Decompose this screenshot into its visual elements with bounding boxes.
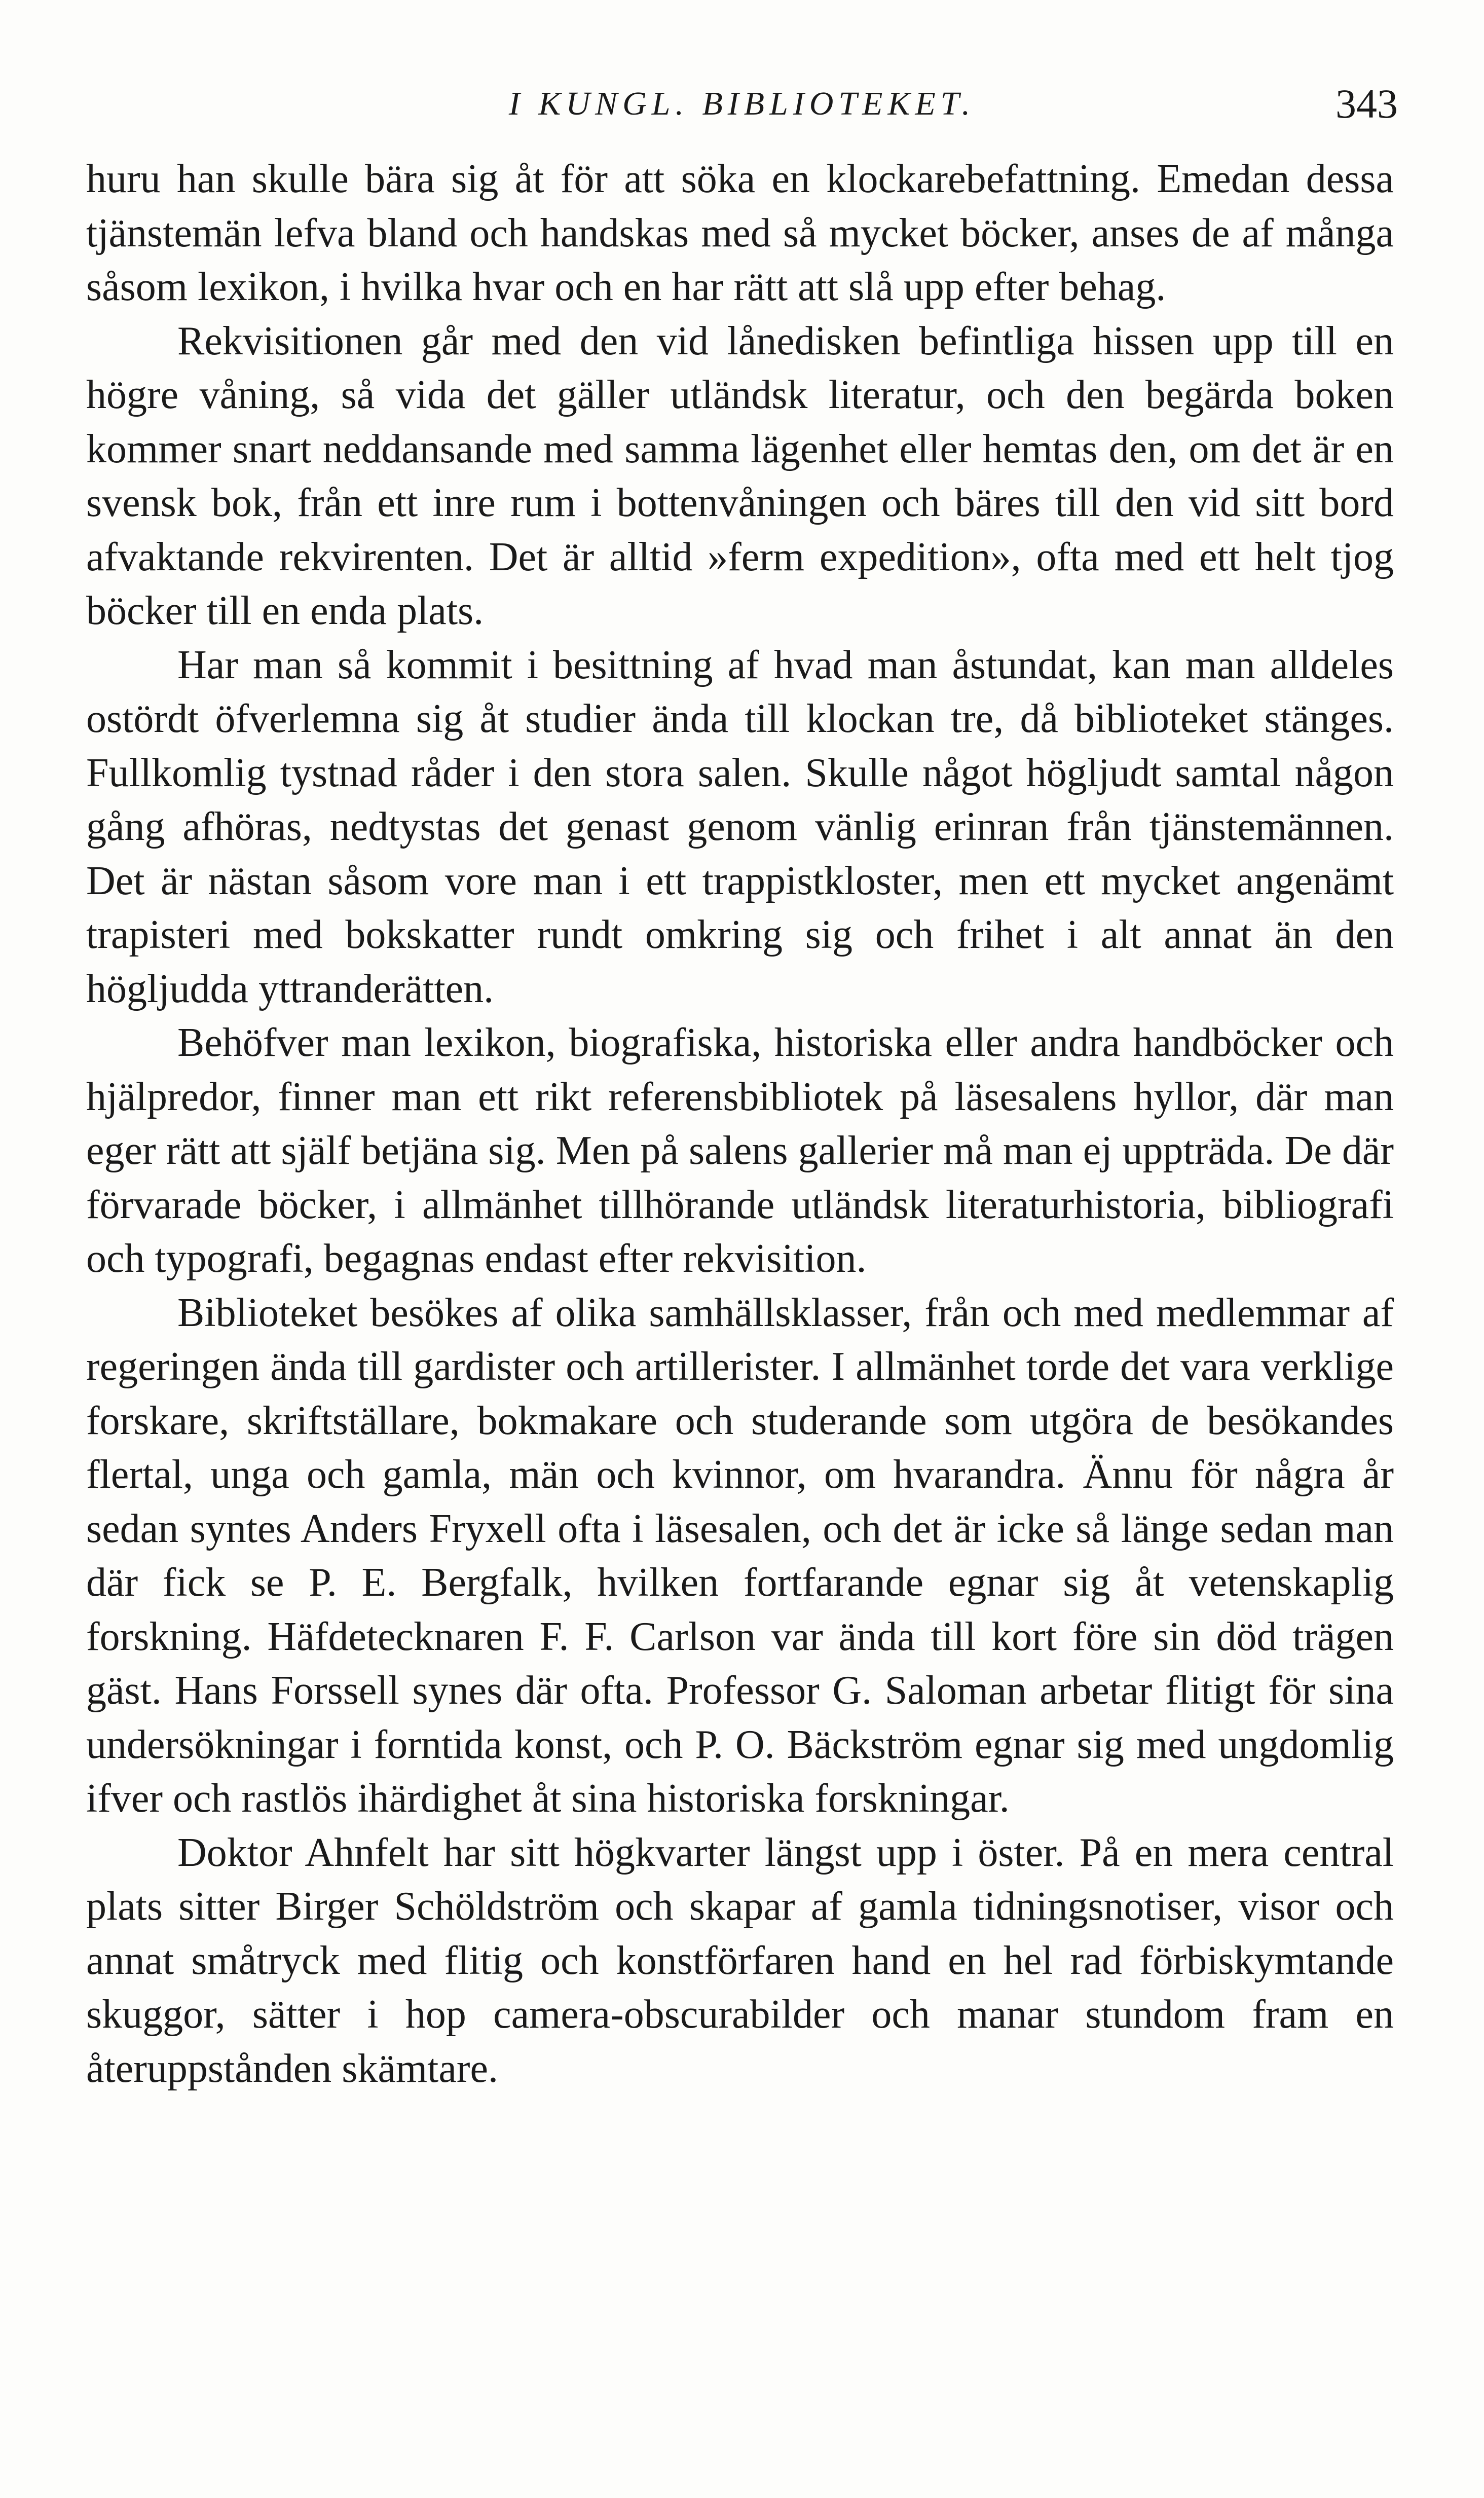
paragraph: Har man så kommit i besittning af hvad man åstundat, kan man alldeles ostördt öfverlemna sig åt studier ända till klockan tre, då biblioteket stänges. Fullkomlig tystnad råder i den stora salen. Skulle något högljudt samtal någon gång afhöras, nedtystas det genast genom vänlig erinran från tjänstemännen. Det är nästan såsom vore man i ett trappistkloster, men ett mycket angenämt trapisteri med bokskatter rundt omkring sig och frihet i alt annat än den högljudda yttranderätten. — [86, 642, 1394, 1011]
paragraph: Behöfver man lexikon, biografiska, historiska eller andra handböcker och hjälpredor, finner man ett rikt referensbibliotek på läsesalens hyllor, där man eger rätt att själf betjäna sig. Men på salens gallerier må man ej uppträda. De där förvarade böcker, i allmänhet tillhörande utländsk literaturhistoria, bibliografi och typografi, begagnas endast efter rekvisition. — [86, 1020, 1394, 1281]
running-header — [86, 76, 1398, 132]
paragraph-continued: huru han skulle bära sig åt för att söka en klockarebefattning. Emedan dessa tjänstemän lefva bland och handskas med så mycket böcker, anses de af många såsom lexikon, i hvilka hvar och en har rätt att slå upp efter behag. — [86, 157, 1394, 309]
paragraph: Rekvisitionen går med den vid lånedisken befintliga hissen upp till en högre våning, så vida det gäller utländsk literatur, och den begärda boken kommer snart neddansande med samma lägenhet eller hemtas den, om det är en svensk bok, från ett inre rum i bottenvåningen och bäres till den vid sitt bord afvaktande rekvirenten. Det är alltid »ferm expedition», ofta med ett helt tjog böcker till en enda plats. — [86, 318, 1394, 633]
body-text — [86, 152, 1394, 2096]
paragraph: Biblioteket besökes af olika samhällsklasser, från och med medlemmar af regeringen ända till gardister och artillerister. I allmänhet torde det vara verklige forskare, skriftställare, bokmakare och studerande som utgöra de besökandes flertal, unga och gamla, män och kvinnor, om hvarandra. Ännu för några år sedan syntes Anders Fryxell ofta i läsesalen, och det är icke så länge sedan man där fick se P. E. Bergfalk, hvilken fortfarande egnar sig åt vetenskaplig forskning. Häfdetecknaren F. F. Carlson var ända till kort före sin död trägen gäst. Hans Forssell synes där ofta. Professor G. Saloman arbetar flitigt för sina undersökningar i forntida konst, och P. O. Bäckström egnar sig med ungdomlig ifver och rastlös ihärdighet åt sina historiska forskningar. — [86, 1290, 1394, 1821]
page-number: 343 — [1335, 81, 1398, 127]
running-title: I KUNGL. BIBLIOTEKET. — [508, 85, 976, 122]
paragraph: Doktor Ahnfelt har sitt högkvarter längst upp i öster. På en mera central plats sitter Birger Schöldström och skapar af gamla tidningsnotiser, visor och annat småtryck med flitig och konstförfaren hand en hel rad förbiskymtande skuggor, sätter i hop camera-obscurabilder och manar stundom fram en återuppstånden skämtare. — [86, 1830, 1394, 2091]
